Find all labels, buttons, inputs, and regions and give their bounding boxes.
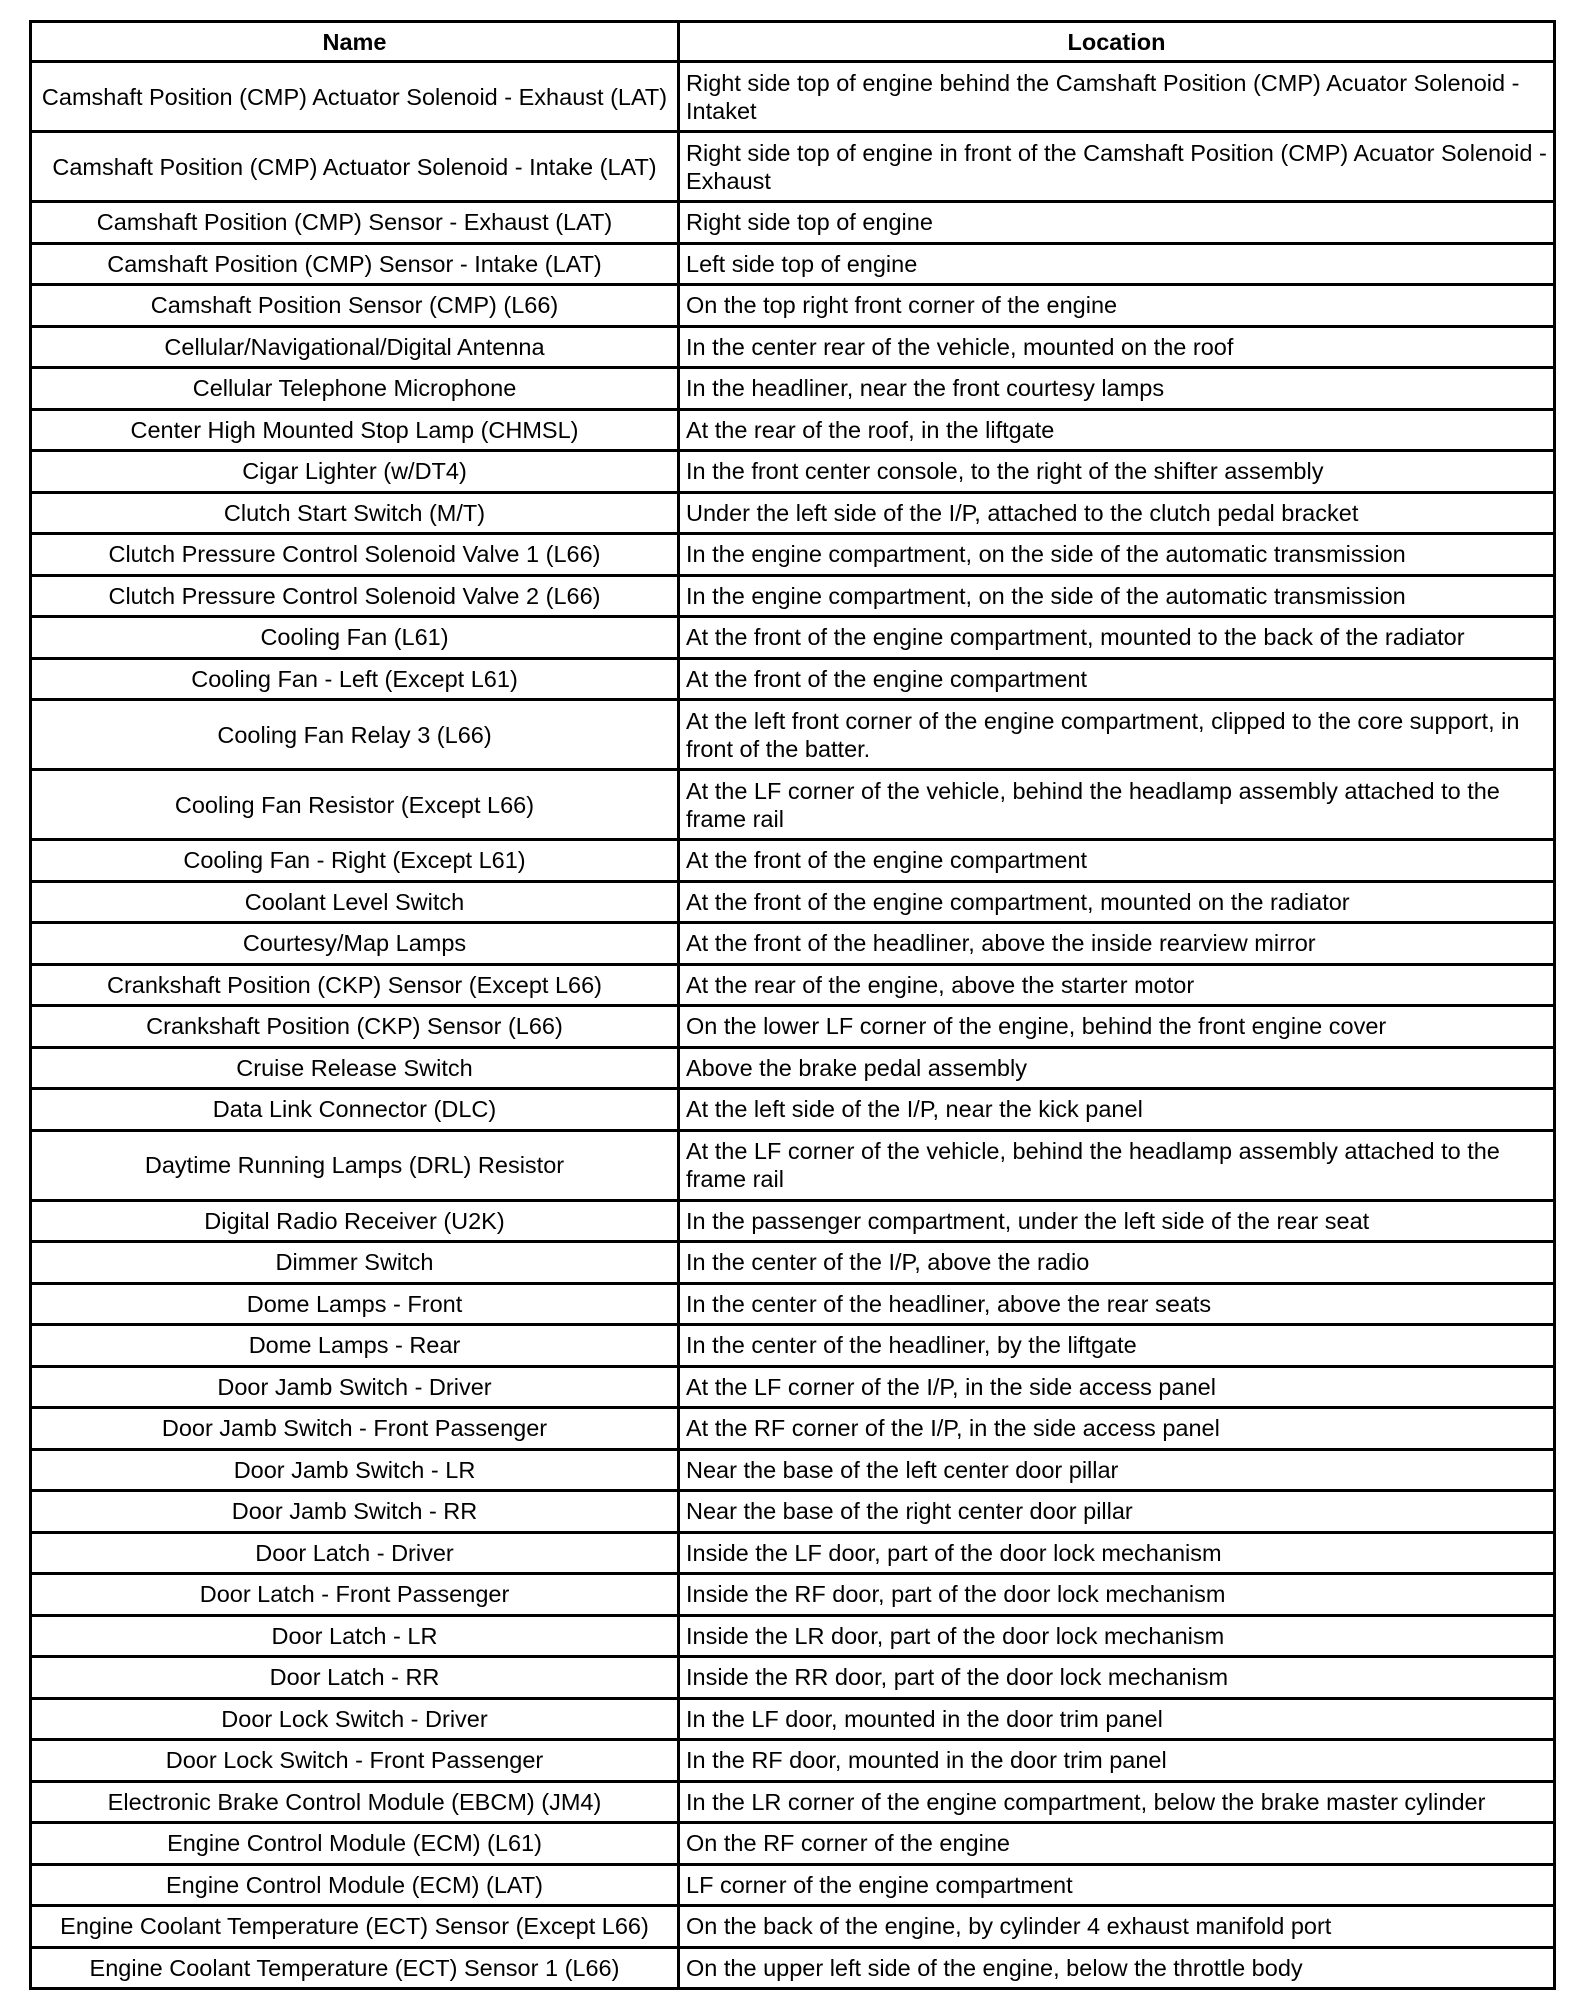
component-name-cell: Door Latch - LR [31,1615,679,1657]
table-row [31,1366,1555,1408]
component-location-cell: Right side top of engine in front of the Camshaft Position (CMP) Acuator Solenoid - Exhaust [679,132,1555,202]
component-name-cell: Camshaft Position (CMP) Actuator Solenoid - Exhaust (LAT) [31,62,679,132]
component-location-cell: At the left front corner of the engine compartment, clipped to the core support, in front of the batter. [679,700,1555,770]
component-name-cell: Door Latch - Driver [31,1532,679,1574]
component-location-cell: LF corner of the engine compartment [679,1864,1555,1906]
component-location-cell: At the front of the engine compartment [679,840,1555,882]
component-location-cell: On the lower LF corner of the engine, behind the front engine cover [679,1006,1555,1048]
table-row [31,575,1555,617]
table-row [31,617,1555,659]
component-location-cell: At the left side of the I/P, near the kick panel [679,1089,1555,1131]
table-body [31,62,1555,1989]
table-row [31,923,1555,965]
component-name-cell: Cooling Fan - Right (Except L61) [31,840,679,882]
component-name-cell: Camshaft Position (CMP) Actuator Solenoid - Intake (LAT) [31,132,679,202]
component-name-cell: Dimmer Switch [31,1242,679,1284]
component-name-cell: Door Lock Switch - Driver [31,1698,679,1740]
table-row [31,1615,1555,1657]
component-location-cell: In the passenger compartment, under the left side of the rear seat [679,1200,1555,1242]
table-row [31,1574,1555,1616]
table-row [31,1325,1555,1367]
table-row [31,881,1555,923]
component-location-cell: Inside the LF door, part of the door lock mechanism [679,1532,1555,1574]
component-location-cell: In the LR corner of the engine compartment, below the brake master cylinder [679,1781,1555,1823]
component-location-cell: Inside the RR door, part of the door lock mechanism [679,1657,1555,1699]
component-location-cell: On the top right front corner of the engine [679,285,1555,327]
component-name-cell: Coolant Level Switch [31,881,679,923]
table-row [31,700,1555,770]
component-location-cell: Near the base of the right center door pillar [679,1491,1555,1533]
table-row [31,534,1555,576]
component-name-cell: Dome Lamps - Front [31,1283,679,1325]
component-name-cell: Engine Control Module (ECM) (L61) [31,1823,679,1865]
component-location-cell: In the front center console, to the right of the shifter assembly [679,451,1555,493]
table-row [31,285,1555,327]
component-location-cell: In the center of the headliner, above the rear seats [679,1283,1555,1325]
table-row [31,1657,1555,1699]
component-location-cell: At the LF corner of the vehicle, behind the headlamp assembly attached to the frame rail [679,1130,1555,1200]
component-name-cell: Engine Coolant Temperature (ECT) Sensor 1 (L66) [31,1947,679,1989]
table-row [31,326,1555,368]
table-row [31,1089,1555,1131]
component-name-cell: Cellular Telephone Microphone [31,368,679,410]
component-location-cell: In the LF door, mounted in the door trim panel [679,1698,1555,1740]
table-row [31,1047,1555,1089]
component-name-cell: Crankshaft Position (CKP) Sensor (L66) [31,1006,679,1048]
component-name-cell: Digital Radio Receiver (U2K) [31,1200,679,1242]
component-name-cell: Door Jamb Switch - Front Passenger [31,1408,679,1450]
component-name-cell: Door Jamb Switch - LR [31,1449,679,1491]
table-row [31,1283,1555,1325]
component-location-cell: Right side top of engine behind the Camshaft Position (CMP) Acuator Solenoid - Intaket [679,62,1555,132]
table-row [31,62,1555,132]
table-row [31,1408,1555,1450]
component-name-cell: Door Latch - RR [31,1657,679,1699]
table-row [31,1740,1555,1782]
component-name-cell: Camshaft Position Sensor (CMP) (L66) [31,285,679,327]
table-row [31,1532,1555,1574]
component-name-cell: Clutch Pressure Control Solenoid Valve 2 (L66) [31,575,679,617]
component-location-cell: In the headliner, near the front courtesy lamps [679,368,1555,410]
component-location-cell: In the center of the I/P, above the radio [679,1242,1555,1284]
component-location-cell: At the LF corner of the I/P, in the side access panel [679,1366,1555,1408]
table-row [31,1200,1555,1242]
component-location-cell: On the RF corner of the engine [679,1823,1555,1865]
component-name-cell: Data Link Connector (DLC) [31,1089,679,1131]
component-name-cell: Door Lock Switch - Front Passenger [31,1740,679,1782]
component-name-cell: Camshaft Position (CMP) Sensor - Exhaust (LAT) [31,202,679,244]
component-location-cell: Right side top of engine [679,202,1555,244]
table-row [31,1006,1555,1048]
table-header [31,22,1555,62]
component-location-cell: At the LF corner of the vehicle, behind the headlamp assembly attached to the frame rail [679,770,1555,840]
component-location-cell: Inside the LR door, part of the door lock mechanism [679,1615,1555,1657]
component-location-cell: Above the brake pedal assembly [679,1047,1555,1089]
component-location-cell: At the rear of the roof, in the liftgate [679,409,1555,451]
column-header-location: Location [679,22,1555,62]
table-row [31,202,1555,244]
component-name-cell: Clutch Pressure Control Solenoid Valve 1 (L66) [31,534,679,576]
component-location-cell: At the front of the engine compartment, mounted on the radiator [679,881,1555,923]
component-name-cell: Cruise Release Switch [31,1047,679,1089]
component-name-cell: Courtesy/Map Lamps [31,923,679,965]
component-location-cell: In the RF door, mounted in the door trim panel [679,1740,1555,1782]
component-location-cell: Left side top of engine [679,243,1555,285]
component-location-cell: In the center rear of the vehicle, mounted on the roof [679,326,1555,368]
component-location-cell: At the front of the engine compartment [679,658,1555,700]
table-row [31,132,1555,202]
component-location-table [29,20,1556,1990]
component-name-cell: Cooling Fan - Left (Except L61) [31,658,679,700]
table-row [31,409,1555,451]
table-row [31,1864,1555,1906]
table-row [31,1449,1555,1491]
component-location-cell: Under the left side of the I/P, attached to the clutch pedal bracket [679,492,1555,534]
component-location-cell: On the upper left side of the engine, below the throttle body [679,1947,1555,1989]
table-row [31,1698,1555,1740]
table-row [31,840,1555,882]
component-name-cell: Cooling Fan Resistor (Except L66) [31,770,679,840]
component-location-cell: Near the base of the left center door pillar [679,1449,1555,1491]
component-name-cell: Cooling Fan Relay 3 (L66) [31,700,679,770]
component-name-cell: Crankshaft Position (CKP) Sensor (Except L66) [31,964,679,1006]
component-location-cell: At the RF corner of the I/P, in the side access panel [679,1408,1555,1450]
component-location-cell: On the back of the engine, by cylinder 4 exhaust manifold port [679,1906,1555,1948]
component-name-cell: Door Jamb Switch - RR [31,1491,679,1533]
header-row [31,22,1555,62]
component-name-cell: Clutch Start Switch (M/T) [31,492,679,534]
table-row [31,1130,1555,1200]
table-row [31,451,1555,493]
component-name-cell: Cooling Fan (L61) [31,617,679,659]
table-row [31,964,1555,1006]
component-location-cell: At the front of the headliner, above the inside rearview mirror [679,923,1555,965]
table-row [31,1781,1555,1823]
component-name-cell: Daytime Running Lamps (DRL) Resistor [31,1130,679,1200]
table-row [31,658,1555,700]
table-row [31,368,1555,410]
component-name-cell: Camshaft Position (CMP) Sensor - Intake (LAT) [31,243,679,285]
component-name-cell: Cellular/Navigational/Digital Antenna [31,326,679,368]
table-row [31,770,1555,840]
component-location-cell: In the engine compartment, on the side of the automatic transmission [679,575,1555,617]
table-row [31,1823,1555,1865]
table-row [31,492,1555,534]
component-name-cell: Door Jamb Switch - Driver [31,1366,679,1408]
table-row [31,1242,1555,1284]
component-name-cell: Dome Lamps - Rear [31,1325,679,1367]
table-row [31,243,1555,285]
component-name-cell: Electronic Brake Control Module (EBCM) (JM4) [31,1781,679,1823]
component-location-cell: At the front of the engine compartment, mounted to the back of the radiator [679,617,1555,659]
component-name-cell: Cigar Lighter (w/DT4) [31,451,679,493]
component-name-cell: Engine Control Module (ECM) (LAT) [31,1864,679,1906]
component-location-cell: Inside the RF door, part of the door lock mechanism [679,1574,1555,1616]
column-header-name: Name [31,22,679,62]
component-location-cell: In the engine compartment, on the side of the automatic transmission [679,534,1555,576]
component-name-cell: Engine Coolant Temperature (ECT) Sensor (Except L66) [31,1906,679,1948]
component-location-cell: At the rear of the engine, above the starter motor [679,964,1555,1006]
component-name-cell: Center High Mounted Stop Lamp (CHMSL) [31,409,679,451]
table-row [31,1947,1555,1989]
table-row [31,1906,1555,1948]
component-name-cell: Door Latch - Front Passenger [31,1574,679,1616]
table-row [31,1491,1555,1533]
component-location-cell: In the center of the headliner, by the liftgate [679,1325,1555,1367]
